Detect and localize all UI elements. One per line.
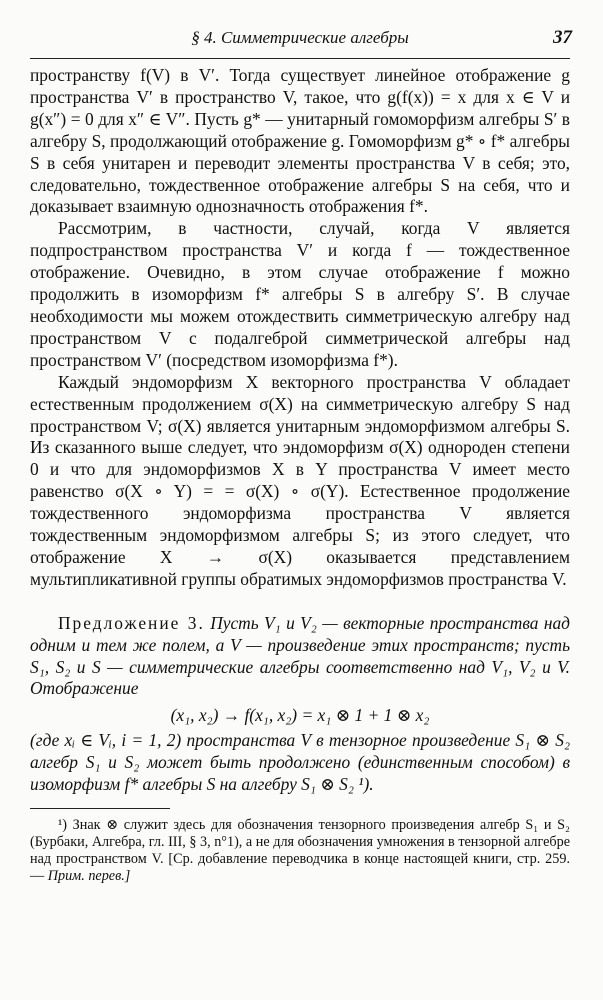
footnote-rule	[30, 808, 170, 809]
paragraph-1: пространству f(V) в V′. Тогда существует линейное отображение g пространства V′ в пространство V, такое, что g(f(x)) = x для x ∈ V и g(x″) = 0 для x″ ∈ V″. Пусть g* — унитарный гомоморфизм алгебры S′ в алгебру S, продолжающий отображение g. Гомоморфизм g* ∘ f* алгебры S в себя унитарен и переводит элементы пространства V в себя; это, следовательно, тождественное отображение алгебры S на себя, что и доказывает взаимную однозначность отображения f*.	[30, 65, 570, 217]
header-rule	[30, 58, 570, 59]
proposition-formula: (x₁, x₂) → f(x₁, x₂) = x₁ ⊗ 1 + 1 ⊗ x₂	[170, 705, 430, 726]
footnote-text: ¹) Знак ⊗ служит здесь для обозначения тензорного произведения алгебр S₁ и S₂ (Бурбаки, Алгебра, гл. III, § 3, n°1), а не для обозначения умножения в тензорной алгебре над пространством V. [Ср. добавление переводчика в конце настоящей книги, стр. 259. —	[30, 817, 570, 885]
section-spacer	[30, 591, 570, 613]
page-header	[30, 28, 570, 54]
running-head: § 4. Симметрические алгебры	[191, 28, 409, 47]
book-page	[30, 28, 570, 885]
footnote	[30, 817, 570, 885]
proposition	[30, 613, 570, 701]
page-number: 37	[553, 27, 572, 48]
paragraph-3: Каждый эндоморфизм X векторного пространства V обладает естественным продолжением σ(X) на симметрическую алгебру S над пространством V; σ(X) является унитарным эндоморфизмом алгебры S. Из сказанного выше следует, что эндоморфизм σ(X) однороден степени 0 и что для эндоморфизмов X в Y пространства V имеет место равенство σ(X ∘ Y) = = σ(X) ∘ σ(Y). Естественное продолжение тождественного эндоморфизма пространства V является тождественным эндоморфизмом алгебры S; из этого следует, что отображение X → σ(X) оказывается представлением мультипликативной группы обратимых эндоморфизмов пространства V.	[30, 371, 570, 589]
footnote-note: Прим. перев.]	[47, 868, 131, 885]
proposition-title: Предложение 3.	[58, 612, 205, 633]
proposition-body: Пусть V₁ и V₂ — векторные пространства над одним и тем же полем, а V — произведение этих пространств; пусть S₁, S₂ и S — симметрические алгебры соответственно над V₁, V₂ и V. Отображение	[30, 612, 570, 699]
proposition-tail: (где xᵢ ∈ Vᵢ, i = 1, 2) пространства V в тензорное произведение S₁ ⊗ S₂ алгебр S₁ и S₂ может быть продолжено (единственным способом) в изоморфизм f* алгебры S на алгебру S₁ ⊗ S₂ ¹).	[30, 730, 570, 795]
paragraph-2: Рассмотрим, в частности, случай, когда V является подпространством пространства V′ и когда f — тождественное отображение. Очевидно, в этом случае отображение f можно продолжить в изоморфизм f* алгебры S в алгебру S′. В случае необходимости мы можем отождествить симметрическую алгебру над пространством V с подалгеброй симметрической алгебры над пространством V′ (посредством изоморфизма f*).	[30, 218, 570, 370]
